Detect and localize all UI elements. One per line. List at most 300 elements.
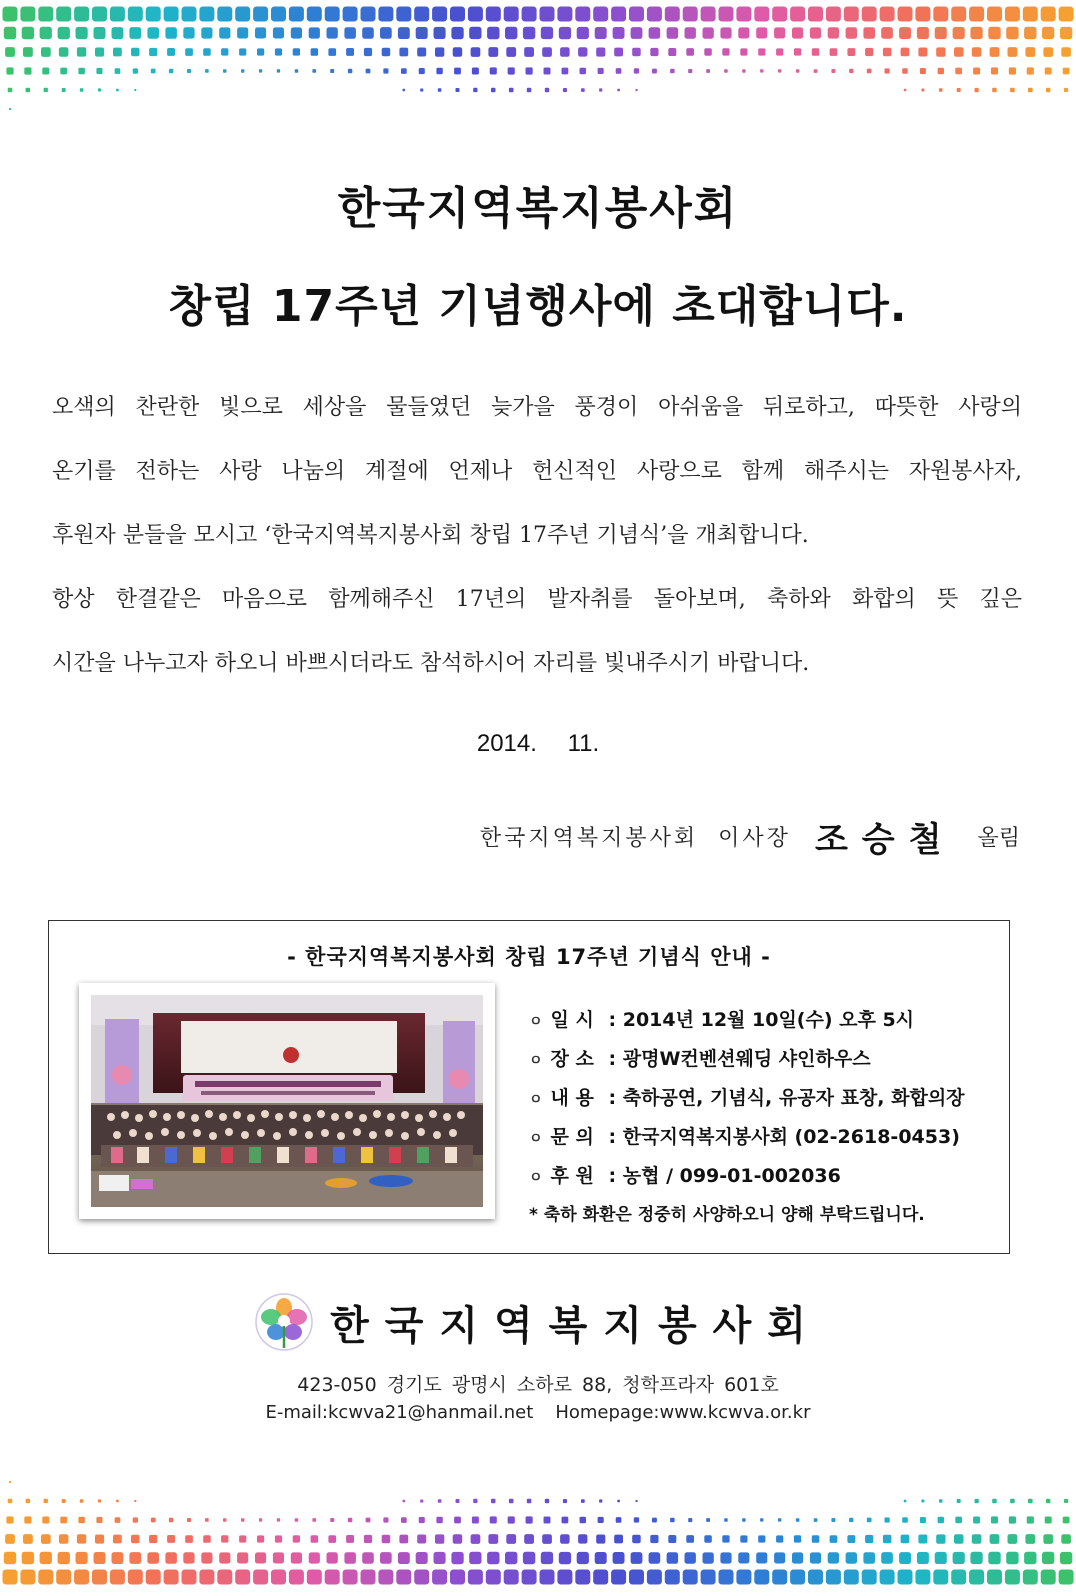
decor-dot <box>776 1535 783 1542</box>
decor-dot <box>4 27 16 39</box>
decor-dot <box>223 1518 227 1522</box>
decor-dot <box>1023 1570 1038 1585</box>
decor-dot <box>382 48 391 57</box>
decor-dot <box>309 27 320 38</box>
decor-dot <box>844 7 859 22</box>
decor-dot <box>235 1570 250 1585</box>
decor-dot <box>917 1552 929 1564</box>
detail-value: : 한국지역복지봉사회 (02-2618-0453) <box>608 1126 960 1148</box>
decor-dot <box>187 1518 191 1522</box>
top-dot-pattern <box>0 0 1076 125</box>
decor-dot <box>754 1570 769 1585</box>
decor-dot <box>325 7 340 22</box>
decor-dot <box>867 1518 872 1523</box>
decor-dot <box>634 1517 639 1522</box>
decor-dot <box>1010 1499 1015 1504</box>
decor-dot <box>616 68 622 74</box>
decor-dot <box>904 89 907 92</box>
decor-dot <box>403 1500 406 1503</box>
decor-dot <box>417 48 426 57</box>
event-details-list <box>529 1001 999 1235</box>
decor-dot <box>794 1535 801 1542</box>
decor-dot <box>899 1552 911 1564</box>
decor-dot <box>8 1499 13 1504</box>
decor-dot <box>992 88 997 93</box>
decor-dot <box>259 69 262 72</box>
decor-dot <box>490 67 497 74</box>
decor-dot <box>902 1517 908 1523</box>
decor-dot <box>724 1518 728 1522</box>
decor-dot <box>988 27 1000 39</box>
decor-dot <box>487 27 499 39</box>
decor-dot <box>722 48 729 55</box>
decor-dot <box>241 69 244 72</box>
decor-dot <box>849 1518 853 1522</box>
body-line: 시간을 나누고자 하오니 바쁘시더라도 참석하시어 자리를 빛내주시기 바랍니다. <box>52 651 810 676</box>
decor-dot <box>486 1570 501 1585</box>
decor-dot <box>665 1570 680 1585</box>
decor-dot <box>935 1552 947 1564</box>
decor-dot <box>862 7 877 22</box>
decor-dot <box>76 27 88 39</box>
decor-dot <box>936 1534 945 1543</box>
decor-dot <box>399 48 408 57</box>
decor-dot <box>417 1535 426 1544</box>
decor-dot <box>542 47 552 57</box>
decor-dot <box>596 1535 605 1544</box>
decor-dot <box>774 1552 785 1563</box>
body-line: 후원자 분들을 모시고 ‘한국지역복지봉사회 창립 17주년 기념식’을 개최합니다. <box>52 523 809 548</box>
decor-dot <box>598 1517 604 1523</box>
decor-dot <box>774 27 785 38</box>
decor-dot <box>957 88 961 92</box>
decor-dot <box>862 1570 877 1585</box>
decor-dot <box>273 1552 284 1563</box>
decor-dot <box>164 1570 179 1585</box>
decor-dot <box>473 1499 477 1503</box>
decor-dot <box>1024 27 1036 39</box>
decor-dot <box>58 1552 70 1564</box>
decor-dot <box>969 7 984 22</box>
decor-dot <box>151 69 156 74</box>
decor-dot <box>291 1552 302 1563</box>
decor-dot <box>420 89 423 92</box>
decor-dot <box>542 1534 552 1544</box>
decor-dot <box>685 1552 696 1563</box>
decor-dot <box>378 7 393 22</box>
decor-dot <box>167 1535 175 1543</box>
body-line: 온기를 전하는 사랑 나눔의 계절에 언제나 헌신적인 사랑으로 함께 해주시는 자원봉사자, <box>52 459 1022 484</box>
decor-dot <box>828 1552 839 1563</box>
decor-dot <box>686 1535 694 1543</box>
decor-dot <box>704 1535 712 1543</box>
decor-dot <box>110 1570 125 1585</box>
decor-dot <box>149 48 157 56</box>
decor-dot <box>398 1552 410 1564</box>
decor-dot <box>42 68 49 75</box>
decor-dot <box>706 69 710 73</box>
decor-dot <box>344 1552 356 1564</box>
decor-dot <box>975 88 979 92</box>
decor-dot <box>1025 47 1035 57</box>
decor-dot <box>419 1517 425 1523</box>
detail-label: 문 의 <box>550 1126 594 1148</box>
decor-dot <box>237 1552 248 1563</box>
decor-dot <box>652 1518 657 1523</box>
decor-dot <box>403 89 406 92</box>
decor-dot <box>416 27 428 39</box>
decor-dot <box>398 27 410 39</box>
decor-dot <box>98 1499 101 1502</box>
signature-line <box>480 812 1020 861</box>
decor-dot <box>562 68 569 75</box>
decor-dot <box>98 88 101 91</box>
decor-dot <box>471 47 481 57</box>
decor-dot <box>44 1499 48 1503</box>
decor-dot <box>293 1535 300 1542</box>
decor-dot <box>435 47 444 56</box>
decor-dot <box>790 1570 805 1585</box>
decor-dot <box>826 1570 841 1585</box>
decor-dot <box>456 1499 460 1503</box>
decor-dot <box>271 7 286 22</box>
decor-dot <box>863 1552 875 1564</box>
decor-dot <box>325 1570 340 1585</box>
decor-dot <box>24 67 31 74</box>
decor-dot <box>826 7 841 22</box>
decor-dot <box>902 68 908 74</box>
decor-dot <box>289 7 304 22</box>
decor-dot <box>364 1535 372 1543</box>
detail-label: 장 소 <box>550 1048 594 1070</box>
decor-dot <box>524 1534 534 1544</box>
decor-dot <box>541 1552 553 1564</box>
decor-dot <box>975 1499 979 1503</box>
decor-dot <box>796 1518 800 1522</box>
decor-dot <box>670 1518 675 1523</box>
decor-dot <box>169 1518 173 1522</box>
decor-dot <box>863 27 875 39</box>
decor-dot <box>364 48 372 56</box>
decor-dot <box>221 48 228 55</box>
decor-dot <box>688 69 692 73</box>
decor-dot <box>918 1535 927 1544</box>
decor-dot <box>921 1500 924 1503</box>
decor-dot <box>720 1552 731 1563</box>
decor-dot <box>1025 1534 1035 1544</box>
decor-dot <box>116 1500 119 1503</box>
decor-dot <box>865 1535 873 1543</box>
bullet-icon: ㅇ <box>529 1092 543 1108</box>
decor-dot <box>955 1517 962 1524</box>
decor-dot <box>468 1570 483 1585</box>
decor-dot <box>362 27 374 39</box>
detail-inquiry <box>529 1118 999 1157</box>
decor-dot <box>456 88 460 92</box>
detail-label: 일 시 <box>550 1009 594 1031</box>
decor-dot <box>255 1552 266 1563</box>
decor-dot <box>790 7 805 22</box>
decor-dot <box>438 1499 442 1503</box>
decor-dot <box>77 47 86 56</box>
decor-dot <box>380 27 392 39</box>
decor-dot <box>133 68 138 73</box>
decor-dot <box>756 27 767 38</box>
decor-dot <box>920 1517 926 1523</box>
footer-homepage[interactable]: Homepage:www.kcwva.or.kr <box>555 1402 811 1423</box>
decor-dot <box>401 68 407 74</box>
decor-dot <box>432 1570 447 1585</box>
decor-dot <box>62 88 66 92</box>
decor-dot <box>277 69 280 72</box>
decor-dot <box>20 7 35 22</box>
decor-dot <box>454 1517 461 1524</box>
decor-dot <box>1008 47 1018 57</box>
decor-dot <box>275 48 282 55</box>
decor-dot <box>951 1570 966 1585</box>
decor-dot <box>343 7 358 22</box>
decor-dot <box>110 7 125 22</box>
detail-label: 후 원 <box>550 1165 594 1187</box>
decor-dot <box>526 67 533 74</box>
bullet-icon: ㅇ <box>529 1131 543 1147</box>
decor-dot <box>880 7 895 22</box>
decor-dot <box>921 89 924 92</box>
decor-dot <box>575 7 590 22</box>
decor-dot <box>96 68 102 74</box>
decor-dot <box>611 7 626 22</box>
decor-dot <box>831 1518 835 1522</box>
decor-dot <box>295 69 299 73</box>
decor-dot <box>756 1552 767 1563</box>
decor-dot <box>468 7 483 22</box>
decor-dot <box>504 1570 519 1585</box>
decor-dot <box>253 7 268 22</box>
decor-dot <box>524 47 534 57</box>
decor-dot <box>312 1518 316 1522</box>
footer-email[interactable]: E-mail:kcwva21@hanmail.net <box>265 1402 534 1423</box>
decor-dot <box>505 27 517 39</box>
decor-dot <box>632 1535 641 1544</box>
decor-dot <box>328 1535 336 1543</box>
decor-dot <box>541 27 553 39</box>
decor-dot <box>488 1534 498 1544</box>
decor-dot <box>401 1517 407 1523</box>
decor-dot <box>740 48 747 55</box>
decor-dot <box>451 27 463 39</box>
decor-dot <box>1042 27 1054 39</box>
decor-dot <box>131 1535 140 1544</box>
letter-date: 2014. 11. <box>476 730 600 757</box>
decor-dot <box>1006 1552 1018 1564</box>
decor-dot <box>454 68 461 75</box>
decor-dot <box>95 1535 104 1544</box>
decor-dot <box>847 48 855 56</box>
decor-dot <box>257 48 264 55</box>
decor-dot <box>239 48 246 55</box>
decor-dot <box>581 88 585 92</box>
decor-dot <box>146 1570 161 1585</box>
decor-dot <box>973 68 980 75</box>
decor-dot <box>396 7 411 22</box>
decor-dot <box>933 1570 948 1585</box>
decor-dot <box>883 1535 892 1544</box>
decor-dot <box>128 1570 143 1585</box>
decor-dot <box>295 1518 299 1522</box>
decor-dot <box>472 68 479 75</box>
decor-dot <box>616 1517 622 1523</box>
signature-closing: 올림 <box>977 826 1020 851</box>
decor-dot <box>939 1499 943 1503</box>
decor-dot <box>217 1570 232 1585</box>
decor-dot <box>1046 88 1050 92</box>
decor-dot <box>742 69 745 72</box>
decor-dot <box>505 1552 517 1564</box>
decor-dot <box>327 1552 338 1563</box>
decor-dot <box>1064 88 1068 92</box>
decor-dot <box>544 1517 551 1524</box>
decor-dot <box>9 1481 11 1483</box>
decor-dot <box>38 1570 53 1585</box>
decor-dot <box>557 7 572 22</box>
decor-dot <box>167 48 175 56</box>
decor-dot <box>808 7 823 22</box>
decor-dot <box>577 1552 589 1564</box>
decor-dot <box>257 1535 264 1542</box>
decor-dot <box>199 1570 214 1585</box>
decor-dot <box>327 27 338 38</box>
decor-dot <box>596 48 605 57</box>
decor-dot <box>972 1534 982 1544</box>
bullet-icon: ㅇ <box>529 1170 543 1186</box>
decor-dot <box>1061 47 1071 57</box>
decor-dot <box>562 1517 569 1524</box>
footer-contact <box>0 1402 1076 1423</box>
decor-dot <box>704 48 712 56</box>
decor-dot <box>58 27 70 39</box>
bullet-icon: ㅇ <box>529 1014 543 1030</box>
decor-dot <box>683 7 698 22</box>
decor-dot <box>685 27 696 38</box>
decor-dot <box>1061 1534 1071 1544</box>
decor-dot <box>432 7 447 22</box>
decor-dot <box>867 69 872 74</box>
decor-dot <box>599 1499 602 1502</box>
decor-dot <box>724 69 728 73</box>
decor-dot <box>219 27 230 38</box>
decor-dot <box>438 88 442 92</box>
decor-dot <box>703 27 714 38</box>
decor-dot <box>311 1535 319 1543</box>
decor-dot <box>846 1552 857 1563</box>
decor-dot <box>918 48 927 57</box>
decor-dot <box>831 69 835 73</box>
decor-dot <box>545 1499 549 1503</box>
decor-dot <box>383 68 388 73</box>
decor-dot <box>719 1570 734 1585</box>
decor-dot <box>988 1552 1000 1564</box>
decor-dot <box>617 1500 620 1503</box>
decor-dot <box>94 27 106 39</box>
decor-dot <box>650 48 658 56</box>
decor-dot <box>473 88 477 92</box>
decor-dot <box>683 1570 698 1585</box>
decor-dot <box>116 89 119 92</box>
decor-dot <box>545 88 549 92</box>
detail-program <box>529 1079 999 1118</box>
decor-dot <box>201 1552 212 1563</box>
decor-dot <box>183 1552 194 1563</box>
decor-dot <box>938 1517 944 1523</box>
decor-dot <box>581 1499 585 1503</box>
decor-dot <box>4 1552 16 1564</box>
decor-dot <box>736 1570 751 1585</box>
decor-dot <box>361 1570 376 1585</box>
decor-dot <box>1023 7 1038 22</box>
decor-dot <box>328 48 336 56</box>
signature-name: 조승철 <box>814 820 956 860</box>
decor-dot <box>667 27 679 39</box>
decor-dot <box>199 7 214 22</box>
decor-dot <box>526 1516 533 1523</box>
detail-note: * 축하 화환은 정중히 사양하오니 양해 부탁드립니다. <box>529 1205 925 1225</box>
decor-dot <box>41 47 51 57</box>
decor-dot <box>508 1516 515 1523</box>
decor-dot <box>778 69 781 72</box>
decor-dot <box>203 48 211 56</box>
decor-dot <box>1060 1552 1072 1564</box>
decor-dot <box>488 47 498 57</box>
decor-dot <box>794 48 801 55</box>
decor-dot <box>436 1517 442 1523</box>
decor-dot <box>59 1534 69 1544</box>
decor-dot <box>987 1570 1002 1585</box>
decor-dot <box>706 1518 710 1522</box>
decor-dot <box>22 27 34 39</box>
decor-dot <box>990 47 1000 57</box>
decor-dot <box>742 1518 745 1521</box>
decor-dot <box>239 1535 246 1542</box>
decor-dot <box>898 7 913 22</box>
decor-dot <box>667 1552 679 1564</box>
decor-dot <box>129 27 141 39</box>
decor-dot <box>957 1499 961 1503</box>
decor-dot <box>348 69 352 73</box>
decor-dot <box>814 69 818 73</box>
decor-dot <box>182 1570 197 1585</box>
decor-dot <box>1064 1499 1068 1503</box>
decor-dot <box>20 1570 35 1585</box>
decor-dot <box>219 1552 230 1563</box>
decor-dot <box>344 27 356 39</box>
decor-dot <box>703 1552 714 1563</box>
decor-dot <box>80 1499 84 1503</box>
decor-dot <box>23 47 33 57</box>
decor-dot <box>778 1518 781 1521</box>
decor-dot <box>885 1517 890 1522</box>
decor-dot <box>665 7 680 22</box>
decor-dot <box>346 48 354 56</box>
decor-dot <box>951 7 966 22</box>
decor-dot <box>883 48 892 57</box>
decor-dot <box>450 7 465 22</box>
footer-org-name: 한국지역복지봉사회 <box>330 1302 822 1349</box>
decor-dot <box>598 68 604 74</box>
decor-dot <box>611 1570 626 1585</box>
decor-dot <box>129 1552 141 1564</box>
decor-dot <box>185 48 193 56</box>
decor-dot <box>312 69 316 73</box>
